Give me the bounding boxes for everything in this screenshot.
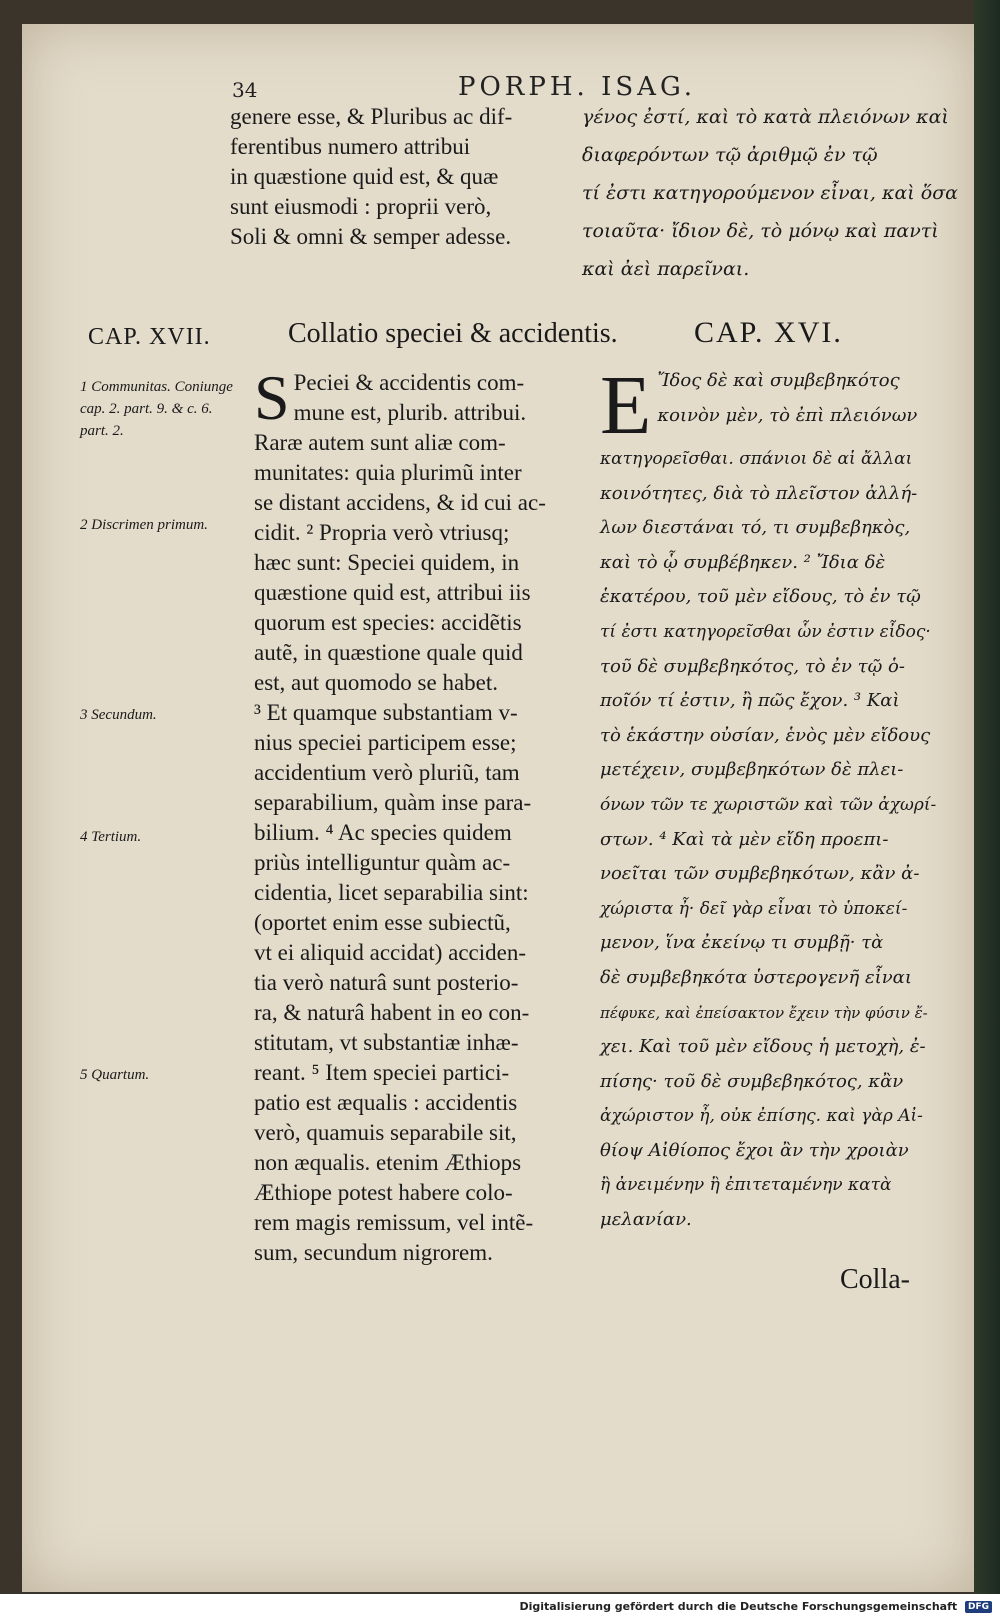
text-line: rem magis remissum, vel intẽ- [254, 1210, 534, 1235]
text-line: vt ei aliquid accidat) acciden- [254, 940, 527, 965]
text-line: non æqualis. etenim Æthiops [254, 1150, 522, 1175]
text-line: autẽ, in quæstione quale quid [254, 640, 523, 665]
text-line: μελανίαν. [600, 1209, 692, 1231]
text-line: ³ Et quamque substantiam v- [254, 700, 518, 725]
text-line: quorum est species: accidẽtis [254, 610, 522, 635]
text-line: όνων τῶν τε χωριστῶν καὶ τῶν ἀχωρί- [600, 794, 937, 815]
text-line: δὲ συμβεβηκότα ὑστερογενῆ εἶναι [600, 966, 912, 988]
chapter-number-right: CAP. XVI. [694, 316, 843, 349]
text-line: χώριστα ἦ· δεῖ γὰρ εἶναι τὸ ὑποκεί- [600, 898, 908, 919]
text-line: καὶ τὸ ᾧ συμβέβηκεν. ² Ἴδια δὲ [600, 551, 886, 573]
margin-note: 2 Discrimen primum. [80, 517, 208, 533]
text-line: quæstione quid est, attribui iis [254, 580, 531, 605]
chapter-title: Collatio speciei & accidentis. [288, 318, 618, 349]
margin-note: 1 Communitas. Coniunge cap. 2. part. 9. & c. 6. part. 2. [80, 379, 233, 439]
top-latin-column [230, 102, 570, 252]
text-line: reant. ⁵ Item speciei partici- [254, 1060, 510, 1085]
top-greek-column [582, 98, 959, 288]
text-line: tia verò naturâ sunt posterio- [254, 970, 519, 995]
text-line: cidentia, licet separabilia sint: [254, 880, 529, 905]
text-line: κοινότητες, διὰ τὸ πλεῖστον ἀλλή- [600, 482, 918, 504]
text-line: Peciei & accidentis com- [293, 370, 525, 395]
text-line: separabilium, quàm inse para- [254, 790, 532, 815]
text-line: καὶ ἀεὶ παρεῖναι. [582, 258, 750, 280]
text-line: τοῦ δὲ συμβεβηκότος, τὸ ἐν τῷ ὁ- [600, 655, 905, 677]
book-spine [974, 0, 1000, 1616]
text-line: Soli & omni & semper adesse. [230, 224, 512, 249]
text-line: λων διεστάναι τό, τι συμβεβηκὸς, [600, 517, 911, 539]
text-line: bilium. ⁴ Ac species quidem [254, 820, 512, 845]
text-line: θίοψ Αἰθίοπος ἔχοι ἂν τὴν χροιὰν [600, 1139, 909, 1161]
footer-credit-text: Digitalisierung gefördert durch die Deutsche Forschungsgemeinschaft [519, 1600, 958, 1613]
drop-capital: E [600, 359, 652, 452]
text-line: μενον, ἵνα ἐκείνῳ τι συμβῇ· τὰ [600, 932, 884, 954]
text-line: ποῖόν τί ἐστιν, ἢ πῶς ἔχον. ³ Καὶ [600, 690, 900, 712]
text-line: sunt eiusmodi : proprii verò, [230, 194, 492, 219]
catchword: Colla- [840, 1264, 910, 1295]
text-line: ἑκατέρου, τοῦ μὲν εἴδους, τὸ ἐν τῷ [600, 586, 921, 608]
text-line: cidit. ² Propria verò vtriusq; [254, 520, 510, 545]
text-line: patio est æqualis : accidentis [254, 1090, 518, 1115]
text-line: ra, & naturâ habent in eo con- [254, 1000, 530, 1025]
text-line: τοιαῦτα· ἴδιον δὲ, τὸ μόνῳ καὶ παντὶ [582, 220, 939, 242]
text-line: (oportet enim esse subiectũ, [254, 910, 511, 935]
footer-credit [519, 1600, 992, 1613]
text-line: accidentium verò pluriũ, tam [254, 760, 520, 785]
digitization-footer [0, 1594, 1000, 1616]
main-greek-column [600, 359, 950, 1238]
text-line: τὸ ἑκάστην οὐσίαν, ἑνὸς μὲν εἴδους [600, 724, 931, 746]
running-title: PORPH. ISAG. [458, 72, 697, 102]
dfg-logo: DFG [965, 1601, 992, 1613]
text-line: nius speciei participem esse; [254, 730, 517, 755]
text-line: πίσης· τοῦ δὲ συμβεβηκότος, κἂν [600, 1070, 904, 1092]
text-line: Raræ autem sunt aliæ com- [254, 430, 506, 455]
text-line: ferentibus numero attribui [230, 134, 471, 159]
text-line: Æthiope potest habere colo- [254, 1180, 513, 1205]
book-page [22, 24, 974, 1592]
text-line: στων. ⁴ Καὶ τὰ μὲν εἴδη προεπι- [600, 828, 889, 850]
text-line: mune est, plurib. attribui. [293, 400, 527, 425]
main-latin-column [254, 362, 594, 1268]
text-line: μετέχειν, συμβεβηκότων δὲ πλει- [600, 759, 904, 781]
text-line: priùs intelliguntur quàm ac- [254, 850, 511, 875]
text-line: se distant accidens, & id cui ac- [254, 490, 546, 515]
text-line: stitutam, vt substantiæ inhæ- [254, 1030, 519, 1055]
text-line: τί ἐστι κατηγορεῖσθαι ὧν ἐστιν εἶδος· [600, 621, 931, 642]
text-line: ἢ ἀνειμένην ἢ ἐπιτεταμένην κατὰ [600, 1175, 892, 1196]
text-line: ἀχώριστον ἦ, οὐκ ἐπίσης. καὶ γὰρ Αἰ- [600, 1106, 923, 1127]
drop-capital: S [254, 362, 290, 433]
text-line: πέφυκε, καὶ ἐπείσακτον ἔχειν τὴν φύσιν ἔ- [600, 1003, 928, 1022]
text-line: in quæstione quid est, & quæ [230, 164, 499, 189]
margin-note: 5 Quartum. [80, 1067, 150, 1083]
text-line: τί ἐστι κατηγορούμενον εἶναι, καὶ ὅσα [582, 182, 959, 204]
text-line: hæc sunt: Speciei quidem, in [254, 550, 520, 575]
text-line: γένος ἐστί, καὶ τὸ κατὰ πλειόνων καὶ [582, 106, 949, 128]
text-line: κατηγορεῖσθαι. σπάνιοι δὲ αἱ ἄλλαι [600, 449, 913, 469]
text-line: verò, quamuis separabile sit, [254, 1120, 517, 1145]
chapter-number-left: CAP. XVII. [88, 324, 211, 350]
text-line: genere esse, & Pluribus ac dif- [230, 104, 513, 129]
page-number: 34 [232, 78, 258, 102]
text-line: κοινὸν μὲν, τὸ ἐπὶ πλειόνων [657, 404, 918, 426]
margin-note: 4 Tertium. [80, 829, 142, 845]
text-line: Ἴδος δὲ καὶ συμβεβηκότος [657, 370, 900, 391]
text-line: sum, secundum nigrorem. [254, 1240, 493, 1265]
text-line: χει. Καὶ τοῦ μὲν εἴδους ἡ μετοχὴ, ἐ- [600, 1036, 926, 1058]
margin-note: 3 Secundum. [80, 707, 157, 723]
text-line: διαφερόντων τῷ ἀριθμῷ ἐν τῷ [582, 144, 878, 166]
text-line: munitates: quia plurimũ inter [254, 460, 522, 485]
text-line: est, aut quomodo se habet. [254, 670, 499, 695]
text-line: νοεῖται τῶν συμβεβηκότων, κἂν ἀ- [600, 863, 920, 885]
